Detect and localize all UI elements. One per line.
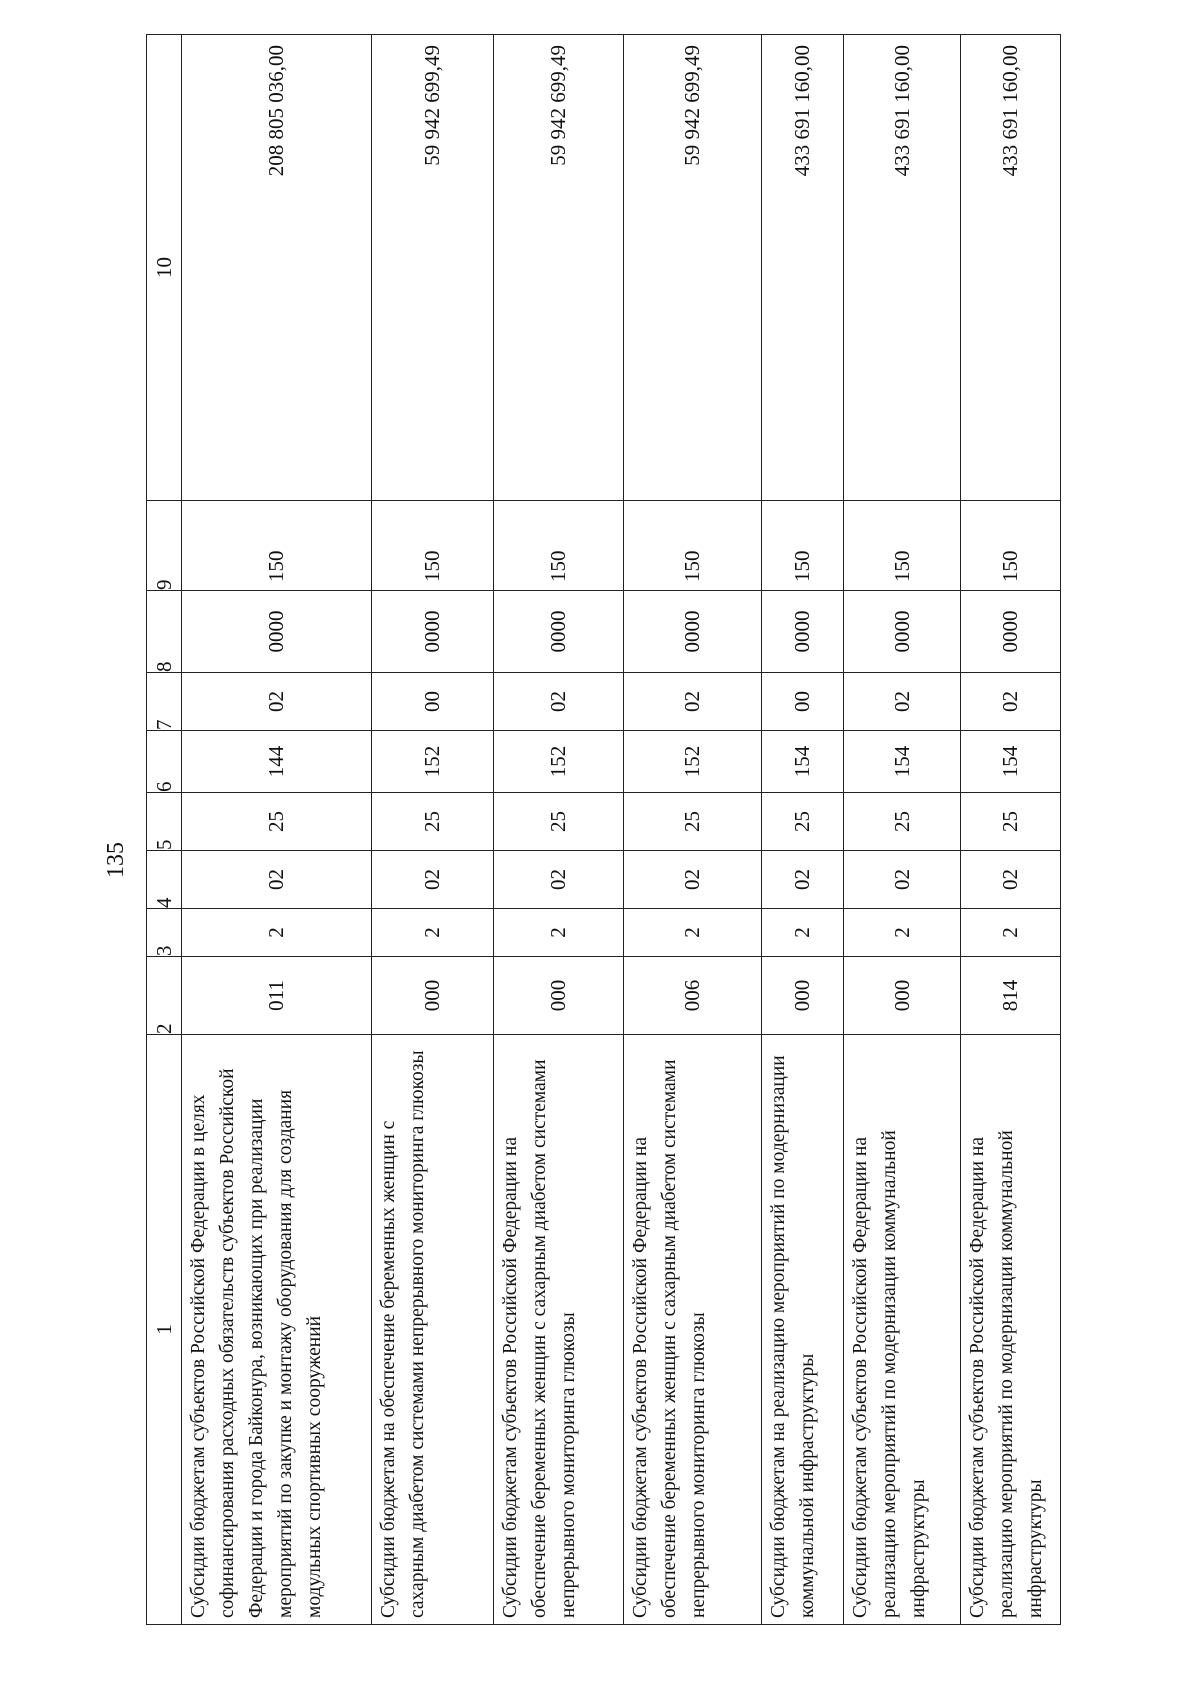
code-group: 2 <box>494 909 624 957</box>
code-element: 02 <box>624 673 762 731</box>
row-amount: 59 942 699,49 <box>494 35 624 501</box>
header-row <box>147 35 182 1625</box>
col-header-3: 3 <box>147 909 182 957</box>
col-header-2: 2 <box>147 957 182 1035</box>
code-article: 25 <box>624 793 762 851</box>
code-classification: 150 <box>494 501 624 591</box>
col-header-7: 7 <box>147 673 182 731</box>
code-subarticle: 154 <box>961 731 1061 793</box>
row-description: Субсидии бюджетам субъектов Российской Федерации на реализацию мероприятий по модернизации коммунальной инфраструктуры <box>961 1035 1061 1625</box>
code-classification: 150 <box>961 501 1061 591</box>
col-header-5: 5 <box>147 793 182 851</box>
code-program: 0000 <box>182 591 372 673</box>
code-subarticle: 152 <box>624 731 762 793</box>
code-program: 0000 <box>494 591 624 673</box>
code-admin: 000 <box>762 957 844 1035</box>
table-row <box>494 35 624 1625</box>
code-subarticle: 152 <box>371 731 494 793</box>
code-subarticle: 144 <box>182 731 372 793</box>
code-element: 02 <box>182 673 372 731</box>
row-amount: 433 691 160,00 <box>844 35 961 501</box>
code-admin: 006 <box>624 957 762 1035</box>
code-element: 02 <box>961 673 1061 731</box>
code-element: 00 <box>371 673 494 731</box>
table-row <box>371 35 494 1625</box>
code-article: 25 <box>182 793 372 851</box>
page-number: 135 <box>103 842 129 878</box>
row-amount: 433 691 160,00 <box>762 35 844 501</box>
code-subarticle: 152 <box>494 731 624 793</box>
row-description: Субсидии бюджетам на реализацию мероприятий по модернизации коммунальной инфраструктуры <box>762 1035 844 1625</box>
code-subarticle: 154 <box>762 731 844 793</box>
code-article: 25 <box>844 793 961 851</box>
col-header-10: 10 <box>147 35 182 501</box>
code-article: 25 <box>371 793 494 851</box>
table-row <box>182 35 372 1625</box>
code-element: 02 <box>494 673 624 731</box>
code-classification: 150 <box>624 501 762 591</box>
row-amount: 59 942 699,49 <box>624 35 762 501</box>
code-article: 25 <box>961 793 1061 851</box>
col-header-8: 8 <box>147 591 182 673</box>
code-subgroup: 02 <box>494 851 624 909</box>
code-article: 25 <box>494 793 624 851</box>
code-program: 0000 <box>371 591 494 673</box>
code-classification: 150 <box>844 501 961 591</box>
code-group: 2 <box>624 909 762 957</box>
table-row <box>844 35 961 1625</box>
table-row <box>961 35 1061 1625</box>
code-subgroup: 02 <box>762 851 844 909</box>
row-description: Субсидии бюджетам субъектов Российской Федерации на обеспечение беременных женщин с сахарным диабетом системами непрерывного мониторинга глюкозы <box>624 1035 762 1625</box>
col-header-1: 1 <box>147 1035 182 1625</box>
code-program: 0000 <box>624 591 762 673</box>
code-subgroup: 02 <box>182 851 372 909</box>
code-group: 2 <box>961 909 1061 957</box>
rotated-table-wrapper <box>146 35 1061 1625</box>
row-amount: 59 942 699,49 <box>371 35 494 501</box>
row-description: Субсидии бюджетам субъектов Российской Федерации на реализацию мероприятий по модернизации коммунальной инфраструктуры <box>844 1035 961 1625</box>
row-description: Субсидии бюджетам субъектов Российской Федерации на обеспечение беременных женщин с сахарным диабетом системами непрерывного мониторинга глюкозы <box>494 1035 624 1625</box>
code-subgroup: 02 <box>624 851 762 909</box>
code-subgroup: 02 <box>844 851 961 909</box>
col-header-9: 9 <box>147 501 182 591</box>
col-header-6: 6 <box>147 731 182 793</box>
code-subarticle: 154 <box>844 731 961 793</box>
code-group: 2 <box>371 909 494 957</box>
code-program: 0000 <box>961 591 1061 673</box>
code-admin: 814 <box>961 957 1061 1035</box>
code-subgroup: 02 <box>371 851 494 909</box>
table-row <box>762 35 844 1625</box>
row-amount: 208 805 036,00 <box>182 35 372 501</box>
code-admin: 000 <box>494 957 624 1035</box>
code-classification: 150 <box>762 501 844 591</box>
code-program: 0000 <box>844 591 961 673</box>
code-element: 02 <box>844 673 961 731</box>
row-amount: 433 691 160,00 <box>961 35 1061 501</box>
table-row <box>624 35 762 1625</box>
code-group: 2 <box>182 909 372 957</box>
row-description: Субсидии бюджетам субъектов Российской Федерации в целях софинансирования расходных обязательств субъектов Российской Федерации и города Байконура, возникающих при реализации мероприятий по закупке и монтажу оборудования для создания модульных спортивных сооружений <box>182 1035 372 1625</box>
code-classification: 150 <box>182 501 372 591</box>
code-article: 25 <box>762 793 844 851</box>
code-program: 0000 <box>762 591 844 673</box>
row-description: Субсидии бюджетам на обеспечение беременных женщин с сахарным диабетом системами непрерывного мониторинга глюкозы <box>371 1035 494 1625</box>
code-element: 00 <box>762 673 844 731</box>
code-group: 2 <box>762 909 844 957</box>
col-header-4: 4 <box>147 851 182 909</box>
code-group: 2 <box>844 909 961 957</box>
code-admin: 000 <box>844 957 961 1035</box>
code-classification: 150 <box>371 501 494 591</box>
code-admin: 000 <box>371 957 494 1035</box>
budget-table <box>146 34 1061 1625</box>
code-subgroup: 02 <box>961 851 1061 909</box>
code-admin: 011 <box>182 957 372 1035</box>
